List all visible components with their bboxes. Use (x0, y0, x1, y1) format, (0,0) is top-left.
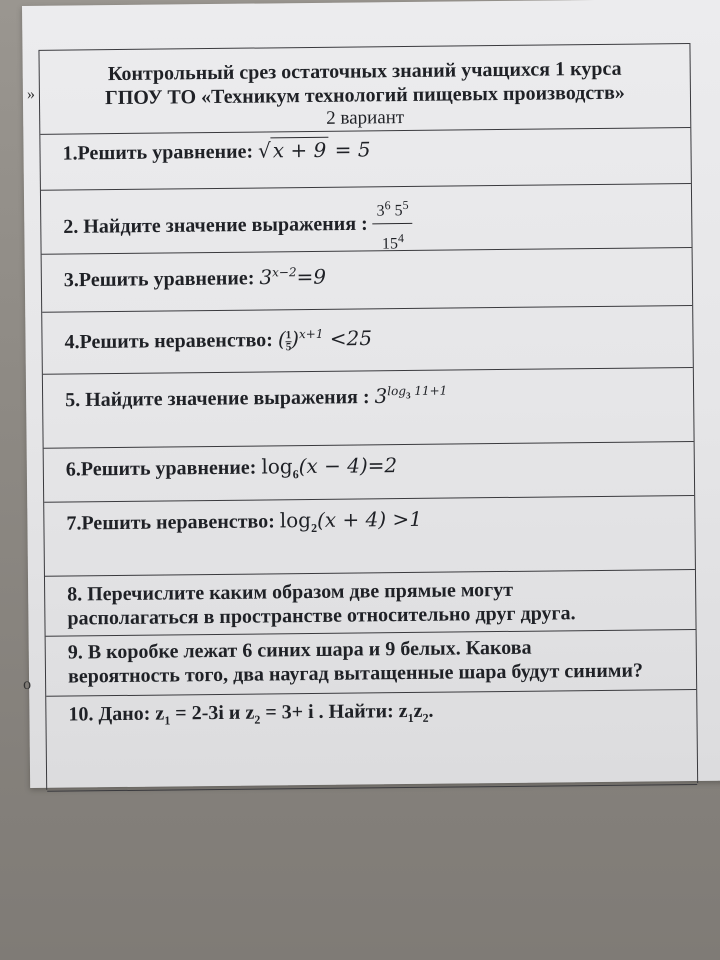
task-2-den-exp: 4 (397, 231, 404, 246)
task-2-num-a-exp: 6 (384, 198, 391, 213)
header-title-line2: ГПОУ ТО «Техникум технологий пищевых производств» (104, 81, 625, 110)
task-10-z2-sub: 2 (254, 712, 261, 727)
task-10-text: 10. Дано: z (68, 702, 165, 726)
task-10-p2-sub: 2 (422, 710, 429, 725)
task-row-10 (46, 689, 697, 792)
task-4-text: 4.Решить неравенство: (64, 328, 279, 354)
task-10 (68, 696, 686, 733)
task-2-num-b: 5 (394, 202, 403, 220)
task-3-exp: x−2 (272, 265, 297, 280)
task-4-frac-den: 5 (285, 340, 292, 353)
task-7-arg: (x + 4) (316, 507, 387, 532)
task-2-fraction (372, 193, 413, 257)
task-6 (66, 450, 684, 488)
task-1-text: 1.Решить уравнение: (62, 140, 259, 165)
task-1-radicand: x + 9 (271, 137, 329, 163)
task-row-5 (43, 367, 694, 449)
task-5-exp-log-base: 3 (405, 390, 411, 401)
task-8-line2: располагаться в пространстве относительно друг друга. (67, 602, 576, 630)
task-4-rhs: <25 (323, 326, 373, 351)
paper-sheet (22, 0, 720, 788)
task-1-rhs: = 5 (328, 137, 371, 162)
margin-mark-left: о (23, 675, 32, 694)
task-row-6 (44, 441, 695, 503)
task-4-exp: x+1 (298, 326, 324, 342)
task-6-rhs: =2 (367, 453, 398, 478)
task-5-text: 5. Найдите значение выражения : (65, 385, 375, 412)
header-title-line1: Контрольный срез остаточных знаний учащихся 1 курса (107, 57, 622, 86)
task-8 (67, 576, 685, 630)
task-7-log-base: 2 (311, 520, 318, 536)
task-5-exp-log: log (387, 384, 407, 399)
task-row-4 (42, 305, 693, 375)
task-6-log-base: 6 (292, 467, 299, 482)
task-6-text: 6.Решить уравнение: (65, 456, 262, 481)
task-4-paren-close: ) (291, 326, 300, 351)
task-2-den: 15 (381, 235, 399, 253)
task-2-text: 2. Найдите значение выражения : (63, 212, 373, 239)
margin-mark-top: » (26, 85, 36, 103)
task-10-mid2: = 3+ i . Найти: z (260, 700, 408, 724)
task-9-line1: 9. В коробке лежат 6 синих шара и 9 белых. Какова (67, 636, 532, 664)
task-3-text: 3.Решить уравнение: (63, 267, 260, 292)
variant-label: 2 вариант (326, 107, 405, 129)
task-4-frac-num: 1 (285, 328, 292, 341)
task-1 (62, 134, 680, 165)
task-4-paren-open: ( (277, 326, 286, 351)
task-7-text: 7.Решить неравенство: (66, 510, 280, 535)
task-10-z1-sub: 1 (164, 713, 171, 728)
task-3-rhs: =9 (296, 264, 327, 289)
task-row-7 (44, 495, 695, 577)
task-7-log: log (279, 508, 312, 533)
task-6-arg: (x − 4) (298, 453, 368, 479)
task-6-log: log (261, 454, 293, 479)
task-3 (64, 256, 682, 292)
header-row (39, 43, 690, 133)
sqrt-symbol: √ (257, 138, 271, 163)
task-5-base: 3 (374, 383, 388, 408)
task-10-mid3: z (413, 699, 423, 722)
task-10-end: . (428, 699, 434, 722)
task-row-3 (42, 247, 693, 313)
task-5-exp-rest: 11+1 (410, 383, 448, 398)
task-8-line1: 8. Перечислите каким образом две прямые могут (67, 578, 514, 606)
task-3-base: 3 (259, 265, 273, 290)
task-2-num-a: 3 (376, 202, 385, 220)
test-table (38, 43, 698, 790)
task-7-rhs: >1 (386, 506, 423, 532)
task-10-p1-sub: 1 (407, 710, 414, 726)
task-5 (65, 376, 683, 412)
task-row-1 (40, 127, 691, 191)
task-9-line2: вероятность того, два наугад вытащенные шара будут синими? (67, 659, 644, 688)
task-7 (66, 504, 684, 542)
task-10-mid1: = 2-3i и z (170, 701, 255, 725)
task-9 (68, 634, 686, 688)
task-row-9 (46, 629, 697, 697)
task-row-8 (45, 569, 696, 637)
task-row-2 (41, 183, 692, 255)
task-2-num-b-exp: 5 (402, 197, 409, 213)
task-4 (64, 318, 682, 355)
